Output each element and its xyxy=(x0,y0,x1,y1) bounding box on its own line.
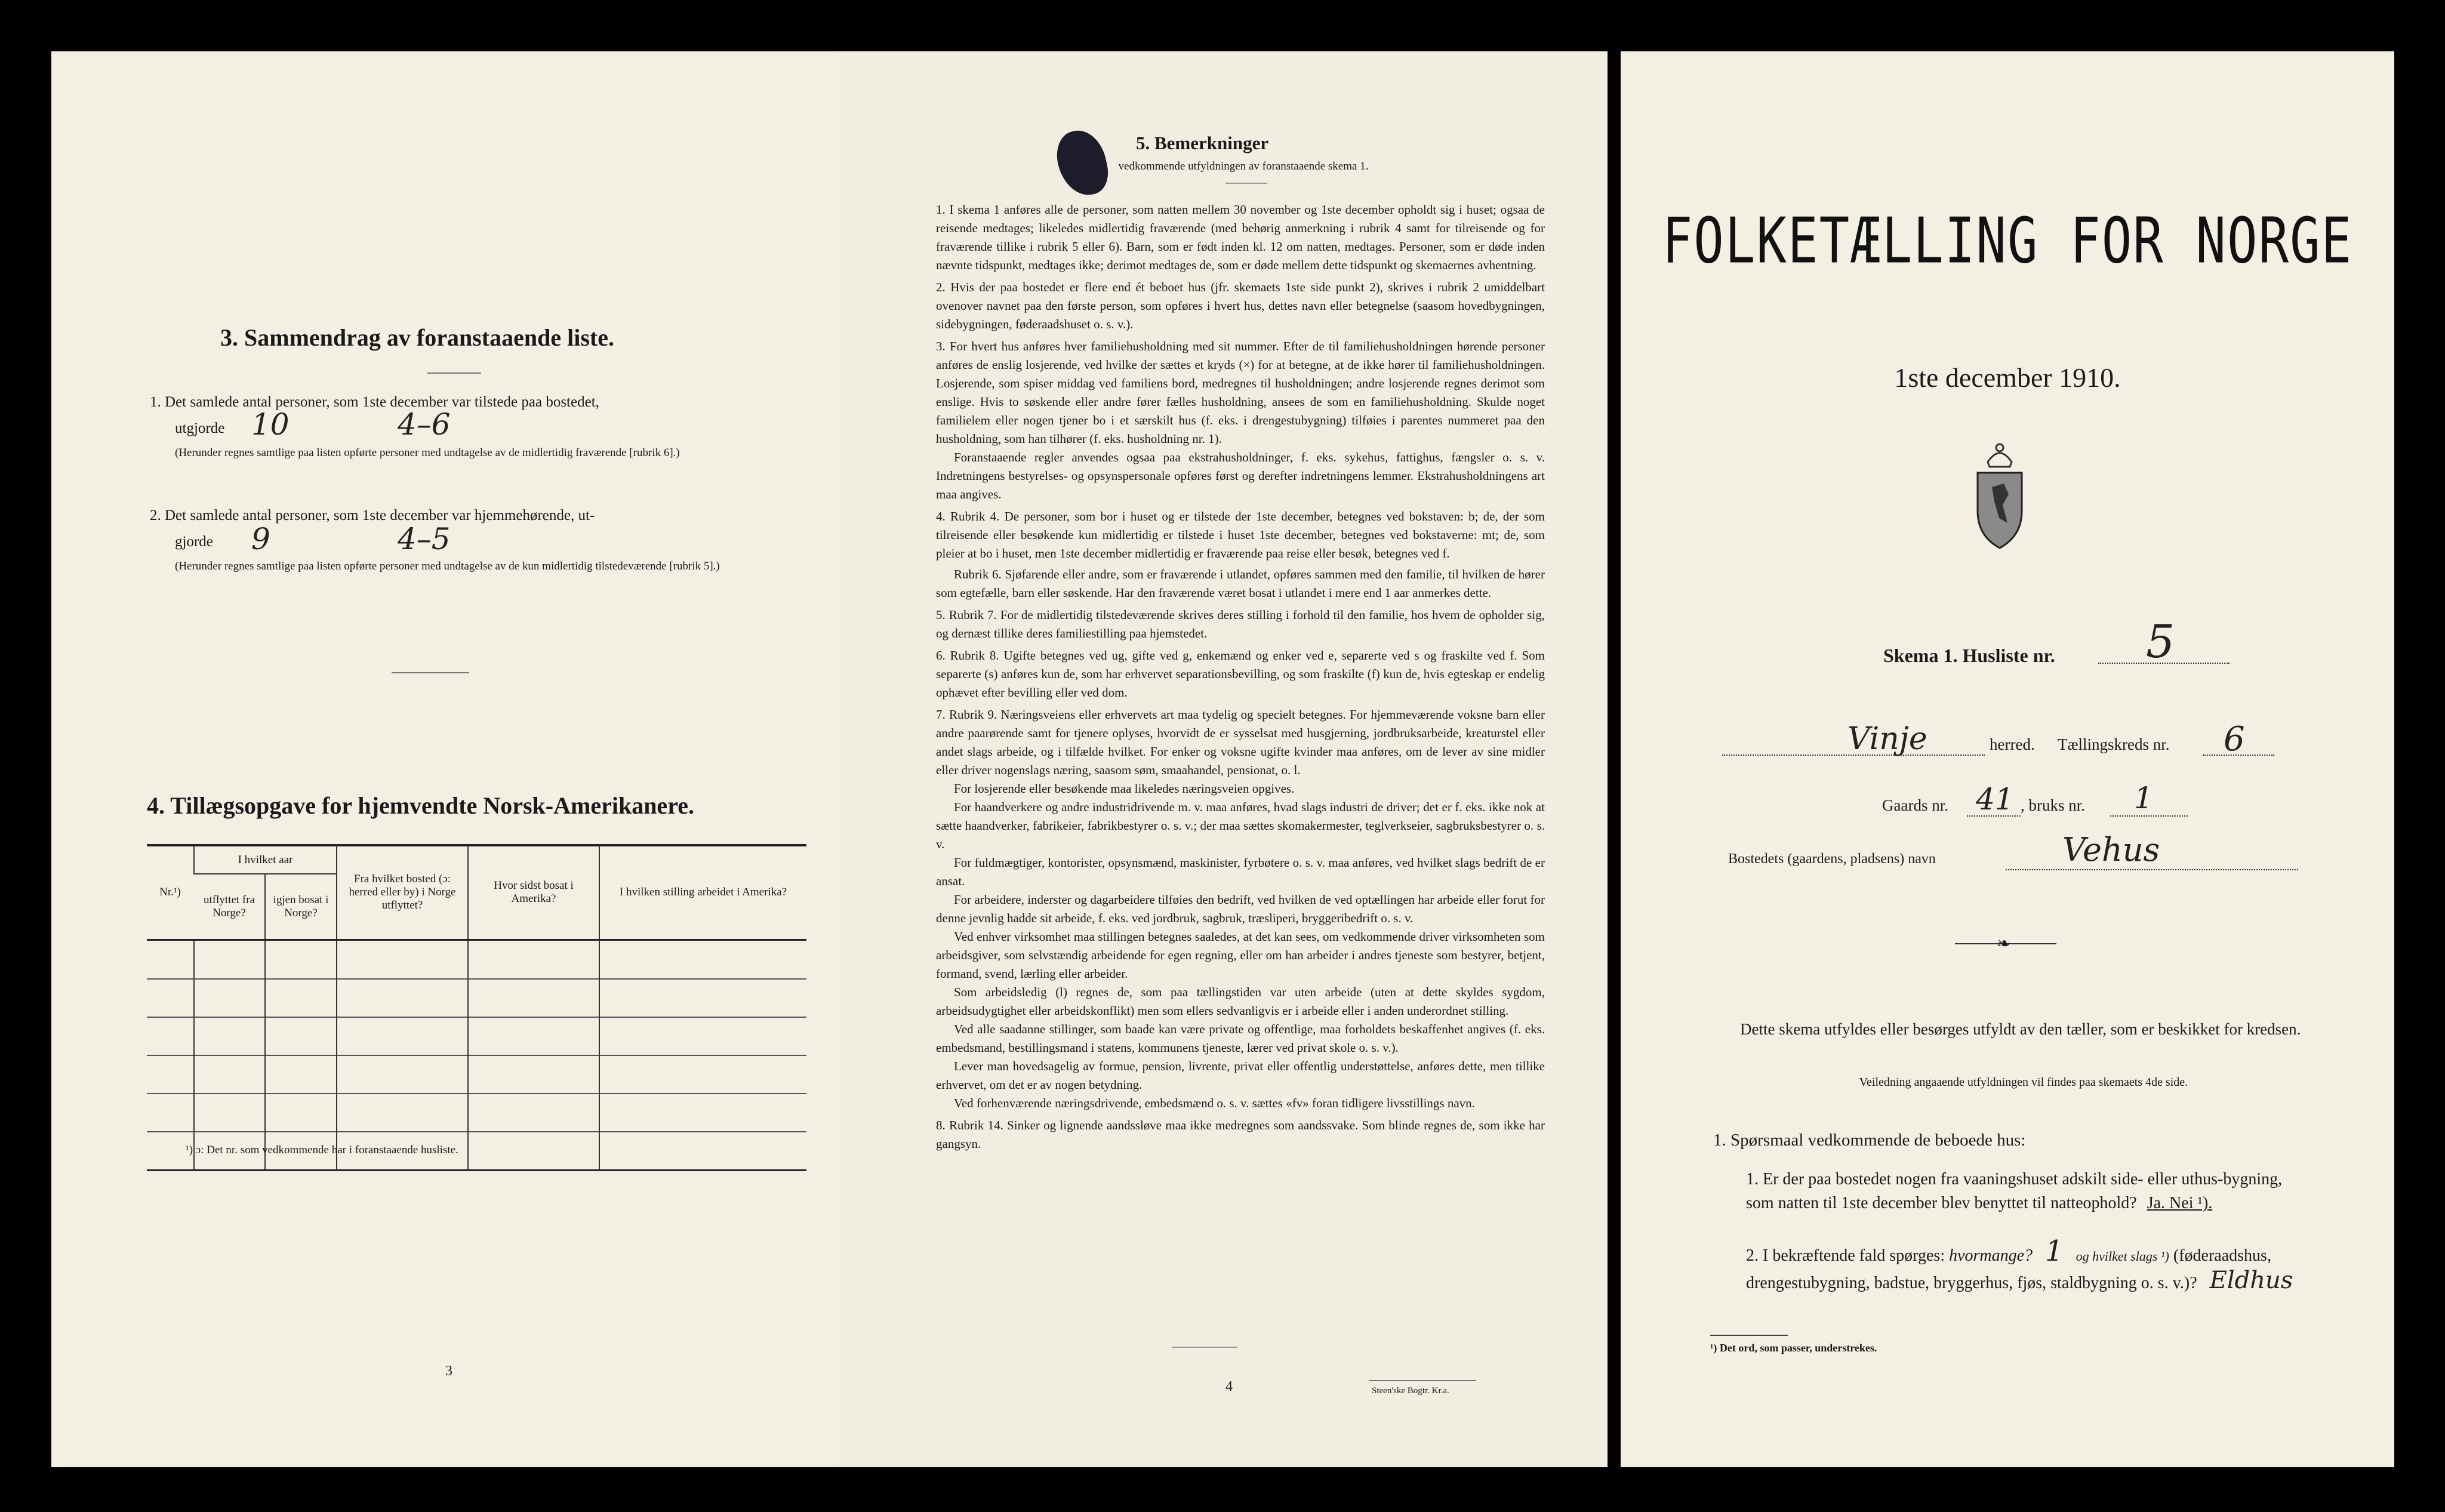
table-footnote: ¹) ɔ: Det nr. som vedkommende har i foranstaaende husliste. xyxy=(186,1144,458,1156)
remarks-body xyxy=(936,201,1545,1153)
kreds-label: Tællingskreds nr. xyxy=(2058,735,2170,753)
item1-handwritten-count: 10 xyxy=(251,407,290,442)
table-row xyxy=(147,979,806,1017)
bruks-dotline xyxy=(2110,815,2188,817)
question-1-text: 1. Er der paa bostedet nogen fra vaaningshuset adskilt side- eller uthus-bygning, som natten til 1ste december blev benyttet til natteophold? xyxy=(1746,1170,2283,1212)
remark-paragraph: Som arbeidsledig (l) regnes de, som paa tællingstiden var uten arbeide (uten at dette skyldes sygdom, arbeidsudygtighet eller arbeidskonflikt) men som ellers sedvanligvis er i arbeide eller i anden underordnet stilling. xyxy=(936,985,1545,1018)
remark-paragraph: Foranstaaende regler anvendes ogsaa paa ekstrahusholdninger, f. eks. sykehus, fattighus, fængsler o. s. v. Indretningens bestyrelses- og opsynspersonale opføres først og derefter indretningens lemmer. Ekstrahusholdningens art maa angives. xyxy=(936,450,1545,501)
intro-note: Veiledning angaaende utfyldningen vil findes paa skemaets 4de side. xyxy=(1859,1076,2188,1089)
census-date: 1ste december 1910. xyxy=(1894,362,2121,393)
remark-paragraph: 4. Rubrik 4. De personer, som bor i huset og er tilstede der 1ste december, betegnes ved bokstaven: b; de, der som tilreisende eller besøkende kun midlertidig er tilstede i huset 1ste december, betegnes ved bokstaverne: mt; de, som pleier at bo i huset, men 1ste december midlertidig er fraværende paa reise eller besøk, betegnes ved f. xyxy=(936,509,1545,561)
ornament-icon: ❧ xyxy=(1997,935,2011,953)
herred-label: herred. xyxy=(1990,735,2035,753)
question-1 xyxy=(1746,1168,2313,1215)
divider xyxy=(392,672,469,673)
husliste-nr-value: 5 xyxy=(2146,615,2175,668)
bosted-dotline xyxy=(2006,869,2298,870)
divider xyxy=(1172,1347,1237,1348)
question-2-count: 1 xyxy=(2045,1234,2064,1268)
col-emigrated: utflyttet fra Norge? xyxy=(204,893,255,919)
page-3 xyxy=(51,51,837,1467)
bruks-value: 1 xyxy=(2134,781,2153,815)
bruks-label: , bruks nr. xyxy=(2021,796,2085,814)
remark-paragraph: Lever man hovedsagelig av formue, pension, livrente, privat eller offentlig understøttelse, anføres dette, men tillike erhvervet, om det er av nogen betydning. xyxy=(936,1059,1545,1092)
item2-prefix: gjorde xyxy=(175,534,213,550)
remark-paragraph: Ved forhenværende næringsdrivende, embedsmænd o. s. v. sættes «fv» foran tidligere livsstillings navn. xyxy=(954,1096,1475,1110)
coat-of-arms-icon xyxy=(1967,439,2033,553)
item2-text: 2. Det samlede antal personer, som 1ste december var hjemmehørende, ut- xyxy=(150,507,595,523)
item1-handwritten-range: 4–6 xyxy=(398,407,451,442)
page-4 xyxy=(837,51,1608,1467)
kreds-value: 6 xyxy=(2224,720,2245,759)
remark-paragraph: For haandverkere og andre industridrivende m. v. maa anføres, hvad slags industri de driver; det er f. eks. ikke nok at sætte haandverker, fabrikeier, fabrikbestyrer o. s. v.; der maa sættes skomakermester, teglverkseier, sagbruksbestyrer o. s. v. xyxy=(936,800,1545,851)
remark-paragraph: Ved enhver virksomhet maa stillingen betegnes saaledes, at det kan sees, om vedkommende driver virksomheten som arbeidsgiver, som selvstændig arbeidende for egen regning, eller om han arbeider i andres tjeneste som bestyrer, betjent, formand, svend, lærling eller arbeider. xyxy=(936,929,1545,981)
question-2-howmany: hvormange? xyxy=(1949,1246,2033,1265)
table-row xyxy=(147,1017,806,1055)
intro-text: Dette skema utfyldes eller besørges utfyldt av den tæller, som er beskikket for kredsen. xyxy=(1740,1020,2301,1038)
remark-paragraph: 1. I skema 1 anføres alle de personer, som natten mellem 30 november og 1ste december opholdt sig i huset; ogsaa de reisende medtages; likeledes midlertidig fraværende (med behørig anmerkning i rubrik 4 samt for tilreisende og for fraværende tillike i rubrik 5 eller 6). Barn, som er født inden kl. 12 om natten, medtages. Personer, som er døde inden nævnte tidspunkt, medtages ikke; derimot medtages de, som er døde mellem dette tidspunkt og skemaernes avhentning. xyxy=(936,202,1545,272)
printer-rule xyxy=(1369,1380,1476,1381)
page-number: 4 xyxy=(1225,1379,1233,1394)
table-row xyxy=(147,1055,806,1094)
remark-paragraph: 2. Hvis der paa bostedet er flere end ét beboet hus (jfr. skemaets 1ste side punkt 2), skrives i rubrik 2 umiddelbart ovenover navnet paa den første person, som opføres i hvert hus, dettes navn eller betegnelse (saasom hovedbygningen, sidebygningen, føderaadshuset o. s. v.). xyxy=(936,280,1545,331)
skema-label: Skema 1. Husliste nr. xyxy=(1883,645,2055,666)
col-nr: Nr.¹) xyxy=(159,886,181,899)
remark-paragraph: 3. For hvert hus anføres hver familiehusholdning med sit nummer. Efter de til familiehusholdningen hørende personer anføres de enslig losjerende, ved hvilke der sættes et kryds (×) for at betegne, at de ikke hører til familiehusholdningen. Losjerende, som spiser middag ved familiens bord, medregnes til husholdningen; andre losjerende regnes derimot som enslige. Hvis to søskende eller andre fører fælles husholdning, ansees de som en familiehusholdning. Skulde noget familielem eller nogen tjener bo i et særskilt hus (f. eks. i drengestubygning) tilføies i parentes nummeret paa den husholdning, som han tilhører (f. eks. husholdning nr. 1). xyxy=(936,339,1545,446)
remark-paragraph: Ved alle saadanne stillinger, som baade kan være private og offentlige, maa forholdets beskaffenhet angives (f. eks. embedsmand, bestillingsmand i statens, kommunens tjeneste, lærer ved privat skole o. s. v.). xyxy=(936,1022,1545,1055)
col-from-place: Fra hvilket bosted (ɔ: herred eller by) i Norge utflyttet? xyxy=(337,846,468,940)
bosted-label: Bostedets (gaardens, pladsens) navn xyxy=(1728,851,1936,867)
remark-paragraph: Rubrik 6. Sjøfarende eller andre, som er fraværende i utlandet, opføres sammen med den familie, til hvilken de hører som egtefælle, barn eller søskende. Har den fraværende været bosat i utlandet i mere end 1 aar anmerkes dette. xyxy=(936,567,1545,600)
remarks-subtitle: vedkommende utfyldningen av foranstaaende skema 1. xyxy=(1118,160,1369,173)
question-2-kind: og hvilket slags ¹) xyxy=(2076,1249,2169,1264)
table-row xyxy=(147,941,806,979)
col-last-america: Hvor sidst bosat i Amerika? xyxy=(468,846,599,940)
divider xyxy=(427,372,481,374)
norsk-amerikanere-table xyxy=(147,846,806,1171)
remarks-title: 5. Bemerkninger xyxy=(1136,133,1269,153)
col-returned: igjen bosat i Norge? xyxy=(265,874,337,940)
remark-paragraph: 8. Rubrik 14. Sinker og lignende aandssløve maa ikke medregnes som aandssvake. Som blinde regnes de, som ikke har gangsyn. xyxy=(936,1118,1545,1151)
page-1 xyxy=(1621,51,2394,1467)
remark-paragraph: For fuldmægtiger, kontorister, opsynsmænd, maskinister, fyrbøtere o. s. v. maa anføres, ved hvilket slags bedrift de er ansat. xyxy=(936,855,1545,888)
footnote: ¹) Det ord, som passer, understrekes. xyxy=(1710,1342,1877,1354)
printer-imprint: Steen'ske Bogtr. Kr.a. xyxy=(1372,1386,1449,1396)
herred-value: Vinje xyxy=(1847,721,1927,757)
remark-paragraph: For arbeidere, inderster og dagarbeidere tilføies den bedrift, ved hvilken de ved optællingen har arbeide eller forut for denne jevnlig hadde sit arbeide, f. eks. ved jordbruk, sagbruk, træsliperi, bryggeribedrift o. s. v. xyxy=(936,892,1545,925)
col-occupation: I hvilken stilling arbeidet i Amerika? xyxy=(599,846,806,940)
remark-paragraph: 7. Rubrik 9. Næringsveiens eller erhvervets art maa tydelig og specielt betegnes. For hjemmeværende voksne barn eller andre paarørende samt for tjenere oplyses, hvorvidt de er sysselsat med husgjerning, jordbruksarbeide, kreaturstel eller andet slags arbeide, og i tilfælde hvilket. For enker og voksne ugifte kvinder maa anføres, om de lever av sine midler eller driver nogenslags næring, saasom søm, smaahandel, pensionat, o. l. xyxy=(936,707,1545,777)
item1-text: 1. Det samlede antal personer, som 1ste december var tilstede paa bostedet, xyxy=(150,394,599,410)
item1-note: (Herunder regnes samtlige paa listen opførte personer med undtagelse av de midlertidig fraværende [rubrik 6].) xyxy=(175,446,680,459)
gaards-label: Gaards nr. xyxy=(1882,796,1948,814)
footnote-rule xyxy=(1710,1335,1788,1336)
question-2-answer: Eldhus xyxy=(2209,1267,2293,1294)
col-group-year: I hvilket aar xyxy=(194,846,337,874)
gaards-value: 41 xyxy=(1976,782,2014,817)
item2-note: (Herunder regnes samtlige paa listen opførte personer med undtagelse av de kun midlertidig tilstedeværende [rubrik 5].) xyxy=(175,560,720,572)
remark-paragraph: For losjerende eller besøkende maa likeledes næringsveien opgives. xyxy=(954,781,1295,796)
item1-prefix: utgjorde xyxy=(175,420,225,436)
census-title: FOLKETÆLLING FOR NORGE xyxy=(1662,204,2353,278)
item2-handwritten-range: 4–5 xyxy=(398,522,451,556)
question-2 xyxy=(1746,1234,2313,1295)
remark-paragraph: 6. Rubrik 8. Ugifte betegnes ved ug, gifte ved g, enkemænd og enker ved e, separerte ved s og fraskilte ved f. Som separerte (s) anføres kun de, som har erhvervet separationsbevilling, og som fraskilte (f) kun de, hvis egteskap er endelig ophævet efter bevilling eller ved dom. xyxy=(936,648,1545,700)
divider xyxy=(1225,183,1267,184)
questions-title: 1. Spørsmaal vedkommende de beboede hus: xyxy=(1713,1131,2026,1150)
question-2-detail: (føderaadshus, drengestubygning, badstue, bryggerhus, fjøs, staldbygning o. s. v.)? xyxy=(1746,1246,2271,1292)
remark-paragraph: 5. Rubrik 7. For de midlertidig tilstedeværende skrives deres stilling i forhold til den familie, hos hvem de opholder sig, og dernæst tillike deres familiestilling paa hjemstedet. xyxy=(936,608,1545,640)
section3-title: 3. Sammendrag av foranstaaende liste. xyxy=(220,324,614,351)
section4-title: 4. Tillægsopgave for hjemvendte Norsk-Amerikanere. xyxy=(147,792,694,819)
table-row xyxy=(147,1094,806,1132)
item2-handwritten-count: 9 xyxy=(251,522,270,556)
page-number: 3 xyxy=(445,1363,452,1379)
bosted-value: Vehus xyxy=(2062,831,2160,869)
question-1-answer: Ja. Nei ¹). xyxy=(2147,1194,2213,1212)
question-2-text: 2. I bekræftende fald spørges: xyxy=(1746,1246,1945,1265)
